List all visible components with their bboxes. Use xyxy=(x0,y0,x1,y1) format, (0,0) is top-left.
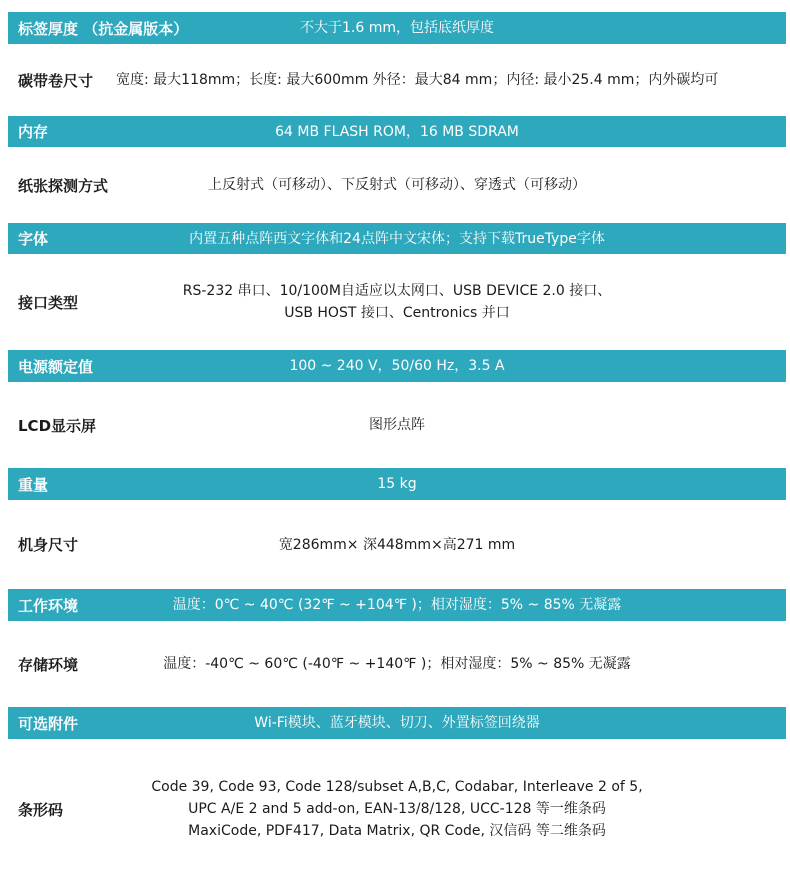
spec-label: LCD显示屏 xyxy=(18,416,97,435)
spec-row-label-thickness xyxy=(8,12,786,44)
spec-value: 温度：0℃ ~ 40℃ (32℉ ~ +104℉ )；相对湿度：5% ~ 85% 无凝露 xyxy=(172,597,622,613)
spec-row-accessories xyxy=(8,707,786,739)
spec-row-operating-env xyxy=(8,589,786,621)
spec-value: 不大于1.6 mm，包括底纸厚度 xyxy=(300,20,494,36)
spec-value: 64 MB FLASH ROM，16 MB SDRAM xyxy=(275,123,519,140)
spec-label: 接口类型 xyxy=(18,293,79,312)
spec-value: 图形点阵 xyxy=(369,417,425,433)
spec-value-line: UPC A/E 2 and 5 add-on, EAN-13/8/128, UCC-128 等一维条码 xyxy=(188,801,606,817)
spec-label: 纸张探测方式 xyxy=(18,176,109,195)
spec-label: 工作环境 xyxy=(18,596,79,615)
spec-label: 存储环境 xyxy=(18,655,79,674)
spec-label: 可选附件 xyxy=(18,714,79,733)
spec-label: 电源额定值 xyxy=(18,357,94,376)
spec-value: Wi-Fi模块、蓝牙模块、切刀、外置标签回绕器 xyxy=(254,715,540,731)
spec-value: 15 kg xyxy=(377,476,417,492)
spec-value-line: Code 39, Code 93, Code 128/subset A,B,C, Codabar, Interleave 2 of 5, xyxy=(151,779,643,795)
spec-row-weight xyxy=(8,468,786,500)
spec-row-interfaces xyxy=(8,254,786,350)
spec-row-dimensions xyxy=(8,500,786,589)
spec-label: 标签厚度 （抗金属版本） xyxy=(18,19,189,38)
spec-label: 碳带卷尺寸 xyxy=(18,71,94,90)
spec-value: 上反射式（可移动）、下反射式（可移动）、穿透式（可移动） xyxy=(208,177,586,193)
spec-label: 内存 xyxy=(18,123,49,141)
spec-row-ribbon-size xyxy=(8,44,786,116)
spec-row-storage-env xyxy=(8,621,786,707)
spec-value-line: MaxiCode, PDF417, Data Matrix, QR Code, 汉信码 等二维条码 xyxy=(188,823,606,839)
spec-value: 宽度: 最大118mm；长度: 最大600mm 外径：最大84 mm；内径: 最小25.4 mm；内外碳均可 xyxy=(116,72,719,88)
spec-row-power xyxy=(8,350,786,382)
spec-value xyxy=(8,776,786,842)
spec-label: 条形码 xyxy=(18,800,64,819)
spec-value: 温度：-40℃ ~ 60℃ (-40℉ ~ +140℉ )；相对湿度：5% ~ 85% 无凝露 xyxy=(163,656,631,672)
spec-label: 机身尺寸 xyxy=(18,536,79,554)
spec-row-paper-sensor xyxy=(8,147,786,223)
spec-value: 宽286mm× 深448mm×高271 mm xyxy=(278,536,516,553)
spec-row-memory xyxy=(8,116,786,147)
spec-value: 100 ~ 240 V，50/60 Hz，3.5 A xyxy=(289,358,505,374)
spec-row-fonts xyxy=(8,223,786,254)
spec-row-barcodes xyxy=(8,739,786,879)
spec-label: 字体 xyxy=(18,230,49,248)
spec-value xyxy=(8,280,786,324)
spec-value-line: USB HOST 接口、Centronics 并口 xyxy=(284,305,510,321)
spec-label: 重量 xyxy=(18,475,49,494)
spec-value-line: RS-232 串口、10/100M自适应以太网口、USB DEVICE 2.0 接口、 xyxy=(182,283,612,299)
spec-row-lcd xyxy=(8,382,786,468)
spec-value: 内置五种点阵西文字体和24点阵中文宋体；支持下载TrueType字体 xyxy=(189,230,605,247)
